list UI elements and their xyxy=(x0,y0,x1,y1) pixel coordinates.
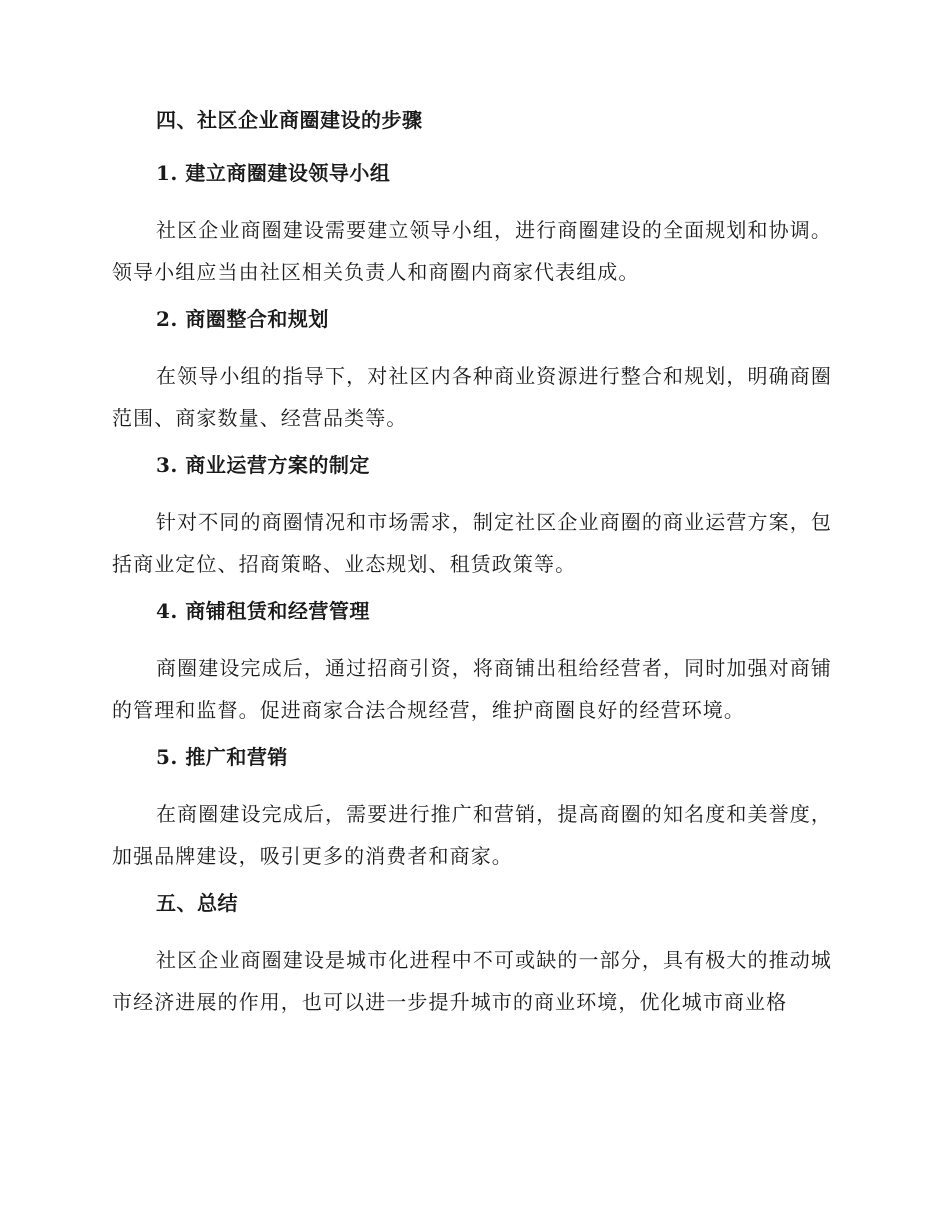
step-heading-2: 2. 商圈整合和规划 xyxy=(156,307,329,331)
step-heading-5: 5. 推广和营销 xyxy=(156,745,288,769)
step-paragraph-1: 社区企业商圈建设需要建立领导小组，进行商圈建设的全面规划和协调。领导小组应当由社区相关负责人和商圈内商家代表组成。 xyxy=(112,218,832,284)
section-heading-4: 四、社区企业商圈建设的步骤 xyxy=(156,108,423,132)
document-page xyxy=(112,103,832,1032)
step-heading-1: 1. 建立商圈建设领导小组 xyxy=(156,161,391,185)
step-heading-3: 3. 商业运营方案的制定 xyxy=(156,453,370,477)
step-paragraph-2: 在领导小组的指导下，对社区内各种商业资源进行整合和规划，明确商圈范围、商家数量、经营品类等。 xyxy=(112,364,832,430)
section-heading-5: 五、总结 xyxy=(156,891,238,915)
summary-paragraph: 社区企业商圈建设是城市化进程中不可或缺的一部分，具有极大的推动城市经济进展的作用，也可以进一步提升城市的商业环境，优化城市商业格 xyxy=(112,948,832,1014)
step-paragraph-5: 在商圈建设完成后，需要进行推广和营销，提高商圈的知名度和美誉度，加强品牌建设，吸引更多的消费者和商家。 xyxy=(112,802,832,868)
step-paragraph-4: 商圈建设完成后，通过招商引资，将商铺出租给经营者，同时加强对商铺的管理和监督。促进商家合法合规经营，维护商圈良好的经营环境。 xyxy=(112,656,832,722)
step-heading-4: 4. 商铺租赁和经营管理 xyxy=(156,599,370,623)
step-paragraph-3: 针对不同的商圈情况和市场需求，制定社区企业商圈的商业运营方案，包括商业定位、招商策略、业态规划、租赁政策等。 xyxy=(112,510,832,576)
